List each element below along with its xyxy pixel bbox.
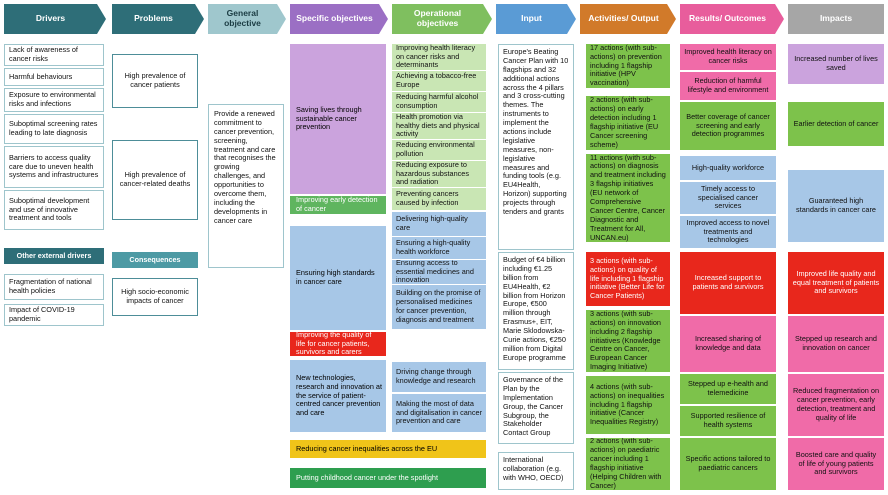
impact-label-1: Earlier detection of cancer	[793, 118, 879, 128]
input-label-1: Budget of €4 billion including €1.25 billion from EU4Health, €2 billion from Horizon Europe, €500 million through Erasmus+, EIT, Marie Sklodowska-Curie actions, €250 million from Digital Europe programme	[503, 255, 566, 362]
operational-objective-label-5: Reducing exposure to hazardous substances and radiation	[396, 161, 470, 187]
operational-objective-label-1: Achieving a tobacco-free Europe	[396, 71, 477, 89]
operational-objective-0	[392, 44, 486, 70]
header-specific-objectives	[290, 4, 388, 34]
specific-objective-label-2: Ensuring high standards in cancer care	[296, 268, 375, 286]
operational-objective-label-9: Ensuring access to essential medicines and innovation	[396, 260, 474, 284]
header-activities-output-label: Activities/ Output	[588, 13, 659, 24]
result-label-2: Better coverage of cancer screening and early detection programmes	[686, 111, 770, 139]
operational-objective-12	[392, 394, 486, 432]
operational-objective-label-10: Building on the promise of personalised medicines for cancer prevention, diagnosis and treatment	[396, 288, 481, 324]
header-problems	[112, 4, 204, 34]
specific-objective-1	[290, 196, 386, 214]
result-item-1	[680, 72, 776, 100]
activity-item-4	[586, 310, 670, 372]
header-operational-objectives-label: Operational objectives	[413, 8, 462, 28]
result-item-8	[680, 374, 776, 404]
driver-label-1: Harmful behaviours	[9, 71, 73, 81]
impact-label-0: Increased number of lives saved	[794, 54, 878, 72]
activity-label-3: 3 actions (with sub-actions) on quality of life including 1 flagship initiative (Better Life for Cancer Patients)	[590, 255, 665, 301]
specific-objective-label-0: Saving lives through sustainable cancer prevention	[296, 104, 362, 132]
header-drivers-label: Drivers	[35, 13, 66, 24]
operational-objective-6	[392, 188, 486, 210]
impact-item-6	[788, 438, 884, 490]
specific-objective-5	[290, 440, 486, 458]
header-results-outcomes	[680, 4, 784, 34]
header-impacts	[788, 4, 884, 34]
impact-label-3: Improved life quality and equal treatment of patients and survivors	[792, 268, 880, 296]
activity-item-6	[586, 438, 670, 490]
activity-item-3	[586, 252, 670, 306]
specific-objective-label-4: New technologies, research and innovation at the service of patient-centred cancer prevention and care	[296, 372, 382, 418]
result-label-7: Increased sharing of knowledge and data	[694, 334, 762, 352]
operational-objective-11	[392, 362, 486, 392]
other-driver-label-1: Impact of COVID-19 pandemic	[9, 305, 75, 323]
input-label-3: International collaboration (e.g. with WHO, OECD)	[503, 455, 564, 482]
activity-label-6: 2 actions (with sub-actions) on paediatric cancer including 1 flagship initiative (Helping Children with Cancer)	[590, 438, 662, 490]
result-item-5	[680, 216, 776, 248]
header-general-objective	[208, 4, 286, 34]
operational-objective-label-0: Improving health literacy on cancer risks and determinants	[396, 44, 476, 70]
driver-item-3	[4, 114, 104, 144]
operational-objective-5	[392, 161, 486, 187]
activity-item-0	[586, 44, 670, 88]
header-drivers	[4, 4, 106, 34]
consequence-item-0	[112, 278, 198, 316]
operational-objective-label-4: Reducing environmental pollution	[396, 140, 475, 158]
header-input-label: Input	[521, 13, 542, 24]
activity-label-5: 4 actions (with sub-actions) on inequalities including 1 flagship initiative (Cancer Inequalities Registry)	[590, 381, 665, 427]
result-item-6	[680, 252, 776, 314]
impact-item-4	[788, 316, 884, 372]
result-label-3: High-quality workforce	[691, 162, 765, 172]
other-driver-item-0	[4, 274, 104, 300]
header-problems-label: Problems	[134, 13, 173, 24]
operational-objective-4	[392, 140, 486, 160]
result-item-4	[680, 182, 776, 214]
specific-objective-2	[290, 226, 386, 330]
driver-label-0: Lack of awareness of cancer risks	[9, 45, 78, 63]
header-impacts-label: Impacts	[819, 13, 853, 24]
operational-objective-label-6: Preventing cancers caused by infection	[396, 189, 459, 207]
driver-item-4	[4, 146, 104, 188]
driver-label-4: Barriers to access quality care due to uneven health systems and infrastructures	[9, 152, 99, 180]
result-item-2	[680, 102, 776, 150]
impact-label-6: Boosted care and quality of life of young patients and survivors	[795, 449, 877, 477]
result-item-7	[680, 316, 776, 372]
specific-objective-label-5: Reducing cancer inequalities across the EU	[296, 443, 438, 453]
header-general-objective-label: General objective	[224, 8, 261, 28]
impact-item-3	[788, 252, 884, 314]
result-item-10	[680, 438, 776, 490]
operational-objective-label-8: Ensuring a high-quality health workforce	[396, 238, 471, 256]
result-label-0: Improved health literacy on cancer risks	[684, 47, 772, 65]
input-item-1	[498, 252, 574, 370]
general-objective-box	[208, 104, 284, 268]
driver-item-2	[4, 88, 104, 112]
other-driver-item-1	[4, 304, 104, 326]
problem-label-0: High prevalence of cancer patients	[124, 71, 186, 89]
activity-label-2: 11 actions (with sub-actions) on diagnosis and treatment including 3 flagship initiatives (EU network of Comprehensive Cancer Centre, Cancer Diagnostic and Treatment for All, UNCAN.eu)	[590, 154, 666, 242]
header-operational-objectives	[392, 4, 492, 34]
header-input	[496, 4, 576, 34]
operational-objective-1	[392, 71, 486, 91]
result-item-3	[680, 156, 776, 180]
operational-objective-9	[392, 260, 486, 284]
activity-label-0: 17 actions (with sub-actions) on prevention including 1 flagship initiative (HPV vaccination)	[590, 44, 662, 88]
operational-objective-2	[392, 92, 486, 112]
driver-label-2: Exposure to environmental risks and infections	[9, 90, 96, 108]
result-item-9	[680, 406, 776, 436]
input-label-0: Europe's Beating Cancer Plan with 10 flagships and 32 additional actions across the 4 pillars and 3 cross-cutting themes. The instruments to implement the actions include legislative measures, non-legislative measures and funding tools (e.g. EU4Health, Horizon) supporting projects through tenders and grants	[503, 47, 569, 217]
general-objective-text: Provide a renewed commitment to cancer prevention, screening, treatment and care that recognises the growing challenges, and opportunities to overcome them, including the developments in cancer care	[214, 109, 276, 225]
problem-item-0	[112, 54, 198, 108]
specific-objective-label-3: Improving the quality of life for cancer patients, survivors and carers	[296, 332, 372, 356]
activity-item-2	[586, 154, 670, 242]
operational-objective-label-12: Making the most of data and digitalisation in cancer prevention and care	[396, 398, 482, 426]
other-external-drivers-header	[4, 248, 104, 264]
impact-item-2	[788, 170, 884, 242]
driver-item-1	[4, 68, 104, 86]
specific-objective-label-1: Improving early detection of cancer	[296, 196, 378, 213]
result-label-10: Specific actions tailored to paediatric cancers	[685, 454, 771, 472]
specific-objective-label-6: Putting childhood cancer under the spotlight	[296, 472, 438, 482]
activity-label-4: 3 actions (with sub-actions) on innovation including 2 flagship initiatives (Knowledge Centre on Cancer, European Cancer Imaging Initiative)	[590, 310, 661, 372]
input-item-0	[498, 44, 574, 250]
consequences-label: Consequences	[129, 254, 181, 264]
input-item-2	[498, 372, 574, 444]
result-item-0	[680, 44, 776, 70]
impact-item-5	[788, 374, 884, 436]
result-label-5: Improved access to novel treatments and technologies	[686, 217, 770, 245]
impact-item-1	[788, 102, 884, 146]
input-label-2: Governance of the Plan by the Implementation Group, the Cancer Subgroup, the Stakeholder Contact Group	[503, 375, 564, 438]
driver-label-3: Suboptimal screening rates leading to late diagnosis	[9, 119, 98, 137]
result-label-8: Stepped up e-health and telemedicine	[688, 379, 768, 397]
result-label-1: Reduction of harmful lifestyle and environment	[687, 76, 769, 94]
operational-objective-8	[392, 237, 486, 259]
header-results-outcomes-label: Results/ Outcomes	[689, 13, 766, 24]
impact-label-4: Stepped up research and innovation on cancer	[795, 334, 877, 352]
activity-label-1: 2 actions (with sub-actions) on early detection including 1 flagship initiative (EU Cancer screening scheme)	[590, 96, 659, 149]
problem-item-1	[112, 140, 198, 220]
operational-objective-7	[392, 212, 486, 236]
impact-item-0	[788, 44, 884, 84]
operational-objective-label-11: Driving change through knowledge and research	[396, 367, 476, 385]
consequence-label-0: High socio-economic impacts of cancer	[121, 287, 189, 305]
driver-label-5: Suboptimal development and use of innovative treatment and tools	[9, 195, 90, 223]
specific-objective-6	[290, 468, 486, 488]
other-driver-label-0: Fragmentation of national health policies	[9, 277, 92, 295]
result-label-6: Increased support to patients and survivors	[692, 273, 764, 291]
consequences-header	[112, 252, 198, 268]
driver-item-0	[4, 44, 104, 66]
result-label-4: Timely access to specialised cancer services	[697, 183, 759, 211]
result-label-9: Supported resilience of health systems	[690, 411, 766, 429]
problem-label-1: High prevalence of cancer-related deaths	[119, 170, 191, 188]
header-specific-objectives-label: Specific objectives	[296, 13, 373, 24]
operational-objective-label-2: Reducing harmful alcohol consumption	[396, 92, 479, 110]
impact-label-2: Guaranteed high standards in cancer care	[796, 196, 876, 214]
header-activities-output	[580, 4, 676, 34]
impact-label-5: Reduced fragmentation on cancer prevention, early detection, treatment and quality of life	[793, 386, 879, 422]
activity-item-5	[586, 376, 670, 434]
specific-objective-0	[290, 44, 386, 194]
activity-item-1	[586, 96, 670, 150]
specific-objective-4	[290, 360, 386, 432]
specific-objective-3	[290, 332, 386, 356]
input-item-3	[498, 452, 574, 490]
driver-item-5	[4, 190, 104, 230]
other-external-drivers-label: Other external drivers	[16, 250, 92, 260]
operational-objective-label-3: Health promotion via healthy diets and physical activity	[396, 113, 480, 139]
operational-objective-10	[392, 285, 486, 329]
operational-objective-3	[392, 113, 486, 139]
operational-objective-label-7: Delivering high-quality care	[396, 214, 468, 232]
